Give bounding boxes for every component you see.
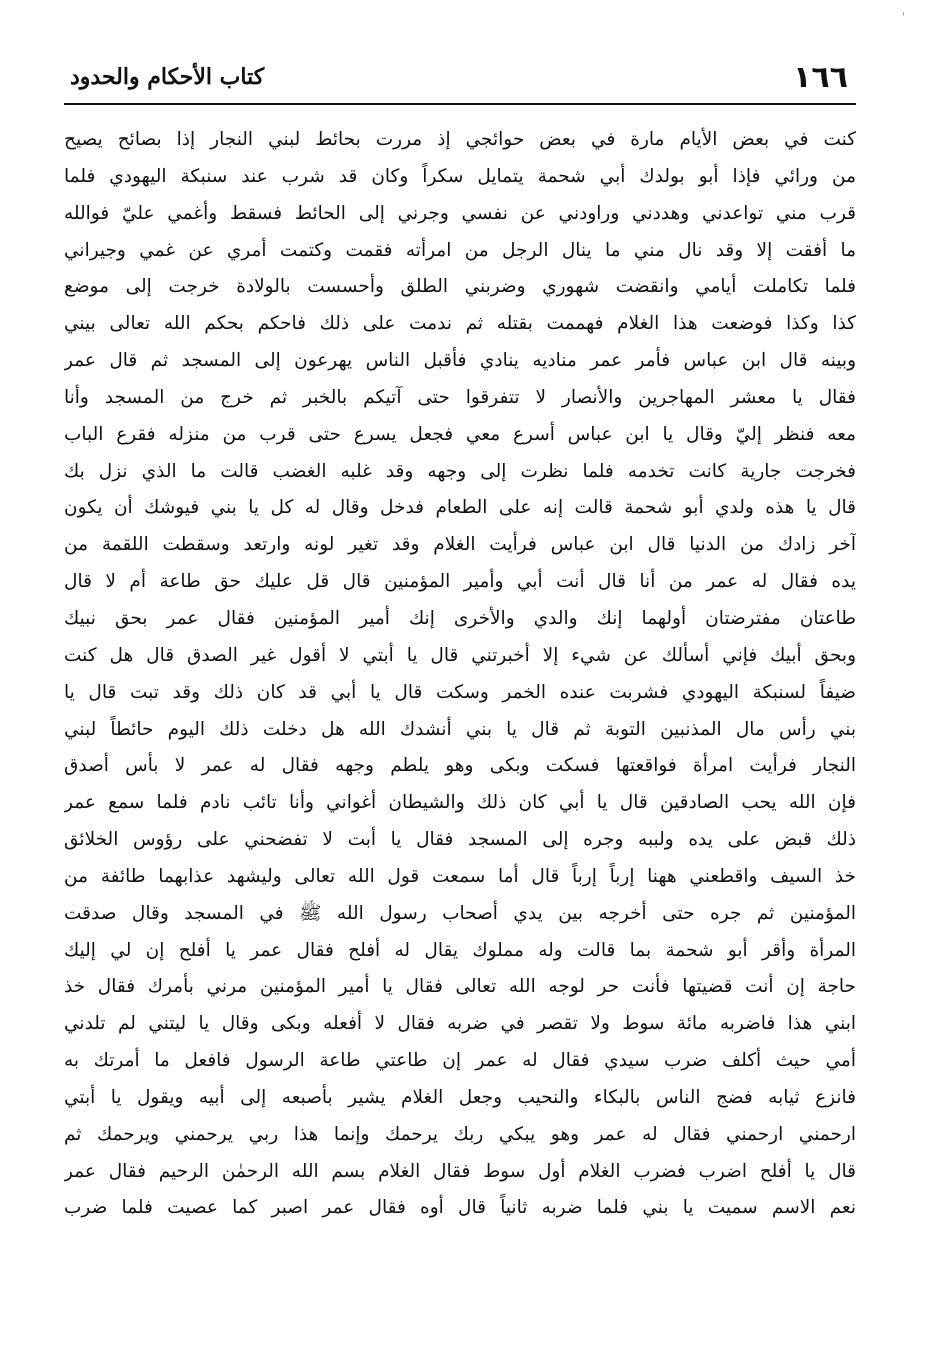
body-text bbox=[64, 122, 856, 1272]
text-line: كنت في بعض الأيام مارة في بعض حوائجي إذ مررت بحائط لبني النجار إذا بصائح يصيح bbox=[64, 129, 856, 150]
text-line: وبينه قال ابن عباس فأمر عمر مناديه ينادي فأقبل الناس يهرعون إلى المسجد ثم قال عمر bbox=[64, 350, 856, 372]
text-line: نعم الاسم سميت يا بني فلما ضربه ثانياً قال أوه فقال عمر اصبر كما عصيت فلما ضرب bbox=[64, 1197, 856, 1219]
text-line: معه فنظر إليّ وقال يا ابن عباس أسرع معي فجعل يسرع حتى قرب من منزله فقرع الباب bbox=[64, 423, 856, 445]
text-line: قال يا هذه ولدي أبو شحمة قالت إنه على الطعام فدخل وقال له كل يا بني فيوشك أن يكون bbox=[64, 497, 856, 519]
text-line: فإن الله يحب الصادقين قال يا أبي كان ذلك والشيطان أغواني وأنا تائب نادم فلما سمع عمر bbox=[64, 792, 856, 814]
text-line: النجار فرأيت امرأة فواقعتها فسكت وبكى وهو يلطم وجهه فقال له عمر لا بأس أصدق bbox=[64, 755, 856, 777]
text-line: حاجة إن أنت قضيتها فأنت حر لوجه الله تعالى فقال يا أمير المؤمنين مرني بأمرك فقال خذ bbox=[64, 976, 856, 998]
text-line: فلما تكاملت أيامي وانقضت شهوري وضربني الطلق وأحسست بالولادة خرجت إلى موضع bbox=[64, 276, 856, 298]
text-line: أمي حيث أكلف ضرب سيدي فقال له عمر إن طاعتي طاعة الرسول فافعل ما أمرتك به bbox=[64, 1050, 856, 1072]
text-line: ما أفقت إلا وقد نال مني ما ينال الرجل من امرأته فقمت وكتمت أمري عن غمي وجيراني bbox=[64, 239, 856, 261]
text-line: قرب مني تواعدني وهددني وراودني عن نفسي وجرني إلى الحائط فسقط وأغمي عليّ فوالله bbox=[64, 202, 856, 224]
text-line: فخرجت جارية كانت تخدمه فلما نظرت إلى وجهه وقد غلبه الغضب قالت ما الذي نزل بك bbox=[64, 460, 856, 482]
text-line: المرأة وأقر أبو شحمة بما قالت وله مملوك يقال له أفلح فقال عمر يا أفلح إن لي إليك bbox=[64, 939, 856, 961]
header-divider bbox=[64, 103, 856, 105]
text-line: يده فقال له عمر من أنا قال أنت أبي وأمير المؤمنين قال قل عليك حق طاعة أم لا قال bbox=[64, 571, 856, 593]
text-line: آخر زادك من الدنيا قال ابن عباس فرأيت الغلام وقد تغير لونه وارتعد وسقطت اللقمة من bbox=[64, 534, 856, 556]
text-line: كذا وكذا فوضعت هذا الغلام فهممت بقتله ثم ندمت على ذلك فاحكم بحكم الله تعالى بيني bbox=[64, 313, 856, 335]
text-line: المؤمنين ثم جره حتى أخرجه بين يدي أصحاب رسول الله ﷺ في المسجد وقال صدقت bbox=[64, 902, 856, 924]
text-line: ضيفاً لسنبكة اليهودي فشربت عنده الخمر وسكت قال يا أبي قد كان ذلك وقد تبت قال يا bbox=[64, 681, 856, 703]
text-line: ارحمني ارحمني فقال له عمر وهو يبكي ربك يرحمك وإنما هذا ربي يرحمني ويرحمك ثم bbox=[64, 1123, 856, 1145]
page-number: ١٦٦ bbox=[793, 60, 848, 95]
text-line: من ورائي فإذا أبو بولدك أبي شحمة يتمايل سكراً وكان قد شرب عند سنبكة اليهودي فلما bbox=[64, 165, 856, 187]
text-line: بني رأس مال المذنبين التوبة ثم قال يا بني أنشدك الله هل دخلت ذلك اليوم حائطاً لبني bbox=[64, 718, 856, 740]
text-line: قال يا أفلح اضرب فضرب الغلام أول سوط فقال الغلام بسم الله الرحمٰن الرحيم فقال عمر bbox=[64, 1160, 856, 1182]
margin-mark: ' bbox=[901, 10, 905, 24]
text-line: ذلك قبض على يده ولببه وجره إلى المسجد فقال يا أبت لا تفضحني على رؤوس الخلائق bbox=[64, 829, 856, 851]
text-line: طاعتان مفترضتان أولهما إنك والدي والأخرى إنك أمير المؤمنين فقال عمر بحق نبيك bbox=[64, 607, 856, 629]
running-title: كتاب الأحكام والحدود bbox=[70, 64, 265, 90]
text-line: وبحق أبيك فإني أسألك عن شيء إلا أخبرتني قال يا أبتي لا أقول غير الصدق قال هل كنت bbox=[64, 644, 856, 666]
text-line: فقال يا معشر المهاجرين والأنصار لا تتفرقوا حتى آتيكم بالخبر ثم خرج من المسجد وأنا bbox=[64, 386, 856, 408]
text-line: خذ السيف واقطعني ههنا إرباً إرباً قال أما سمعت قول الله تعالى وليشهد عذابهما طائفة من bbox=[64, 865, 856, 887]
text-line: فانزع ثيابه فضج الناس بالبكاء والنحيب وجعل الغلام يشير بأصبعه إلى أبيه ويقول يا أبتي bbox=[64, 1086, 856, 1108]
page-header bbox=[64, 58, 856, 100]
text-line: ابني هذا فاضربه مائة سوط ولا تقصر في ضربه فقال لا أفعله وبكى وقال يا ليتني لم تلدني bbox=[64, 1013, 856, 1035]
